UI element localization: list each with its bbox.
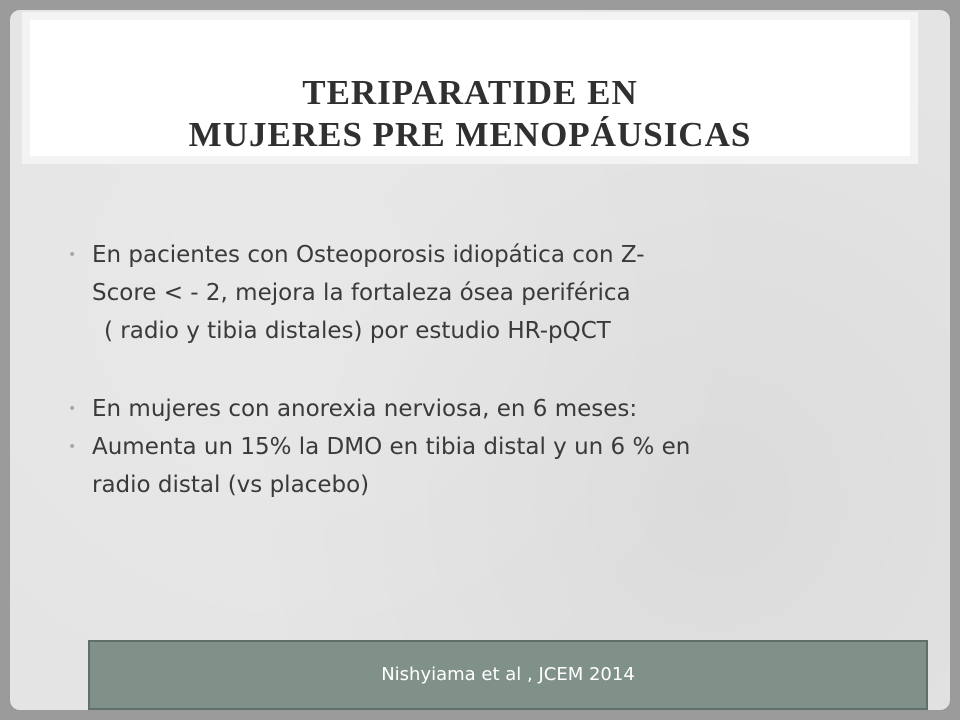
slide-title <box>30 72 910 156</box>
spacer <box>68 350 908 390</box>
bullet-1-line-1: En pacientes con Osteoporosis idiopática con Z- <box>92 242 645 268</box>
bullet-dot-icon: • <box>68 439 77 455</box>
bullet-item-1 <box>68 236 908 350</box>
bullet-3-line-1: Aumenta un 15% la DMO en tibia distal y un 6 % en <box>92 434 691 460</box>
bullet-item-3 <box>68 428 908 504</box>
bullet-dot-icon: • <box>68 401 77 417</box>
body-text <box>68 236 908 504</box>
bullet-3-line-2: radio distal (vs placebo) <box>92 472 370 498</box>
title-line-2: MUJERES PRE MENOPÁUSICAS <box>188 115 752 154</box>
bullet-item-2 <box>68 390 908 428</box>
bullet-1-continuation: ( radio y tibia distales) por estudio HR-pQCT <box>104 318 611 344</box>
bullet-2-line-1: En mujeres con anorexia nerviosa, en 6 meses: <box>92 396 638 422</box>
bullet-dot-icon: • <box>68 247 77 263</box>
bullet-1-line-2: Score < - 2, mejora la fortaleza ósea periférica <box>92 280 631 306</box>
citation-box: Nishyiama et al , JCEM 2014 <box>88 640 928 710</box>
title-line-1: TERIPARATIDE EN <box>302 73 638 112</box>
